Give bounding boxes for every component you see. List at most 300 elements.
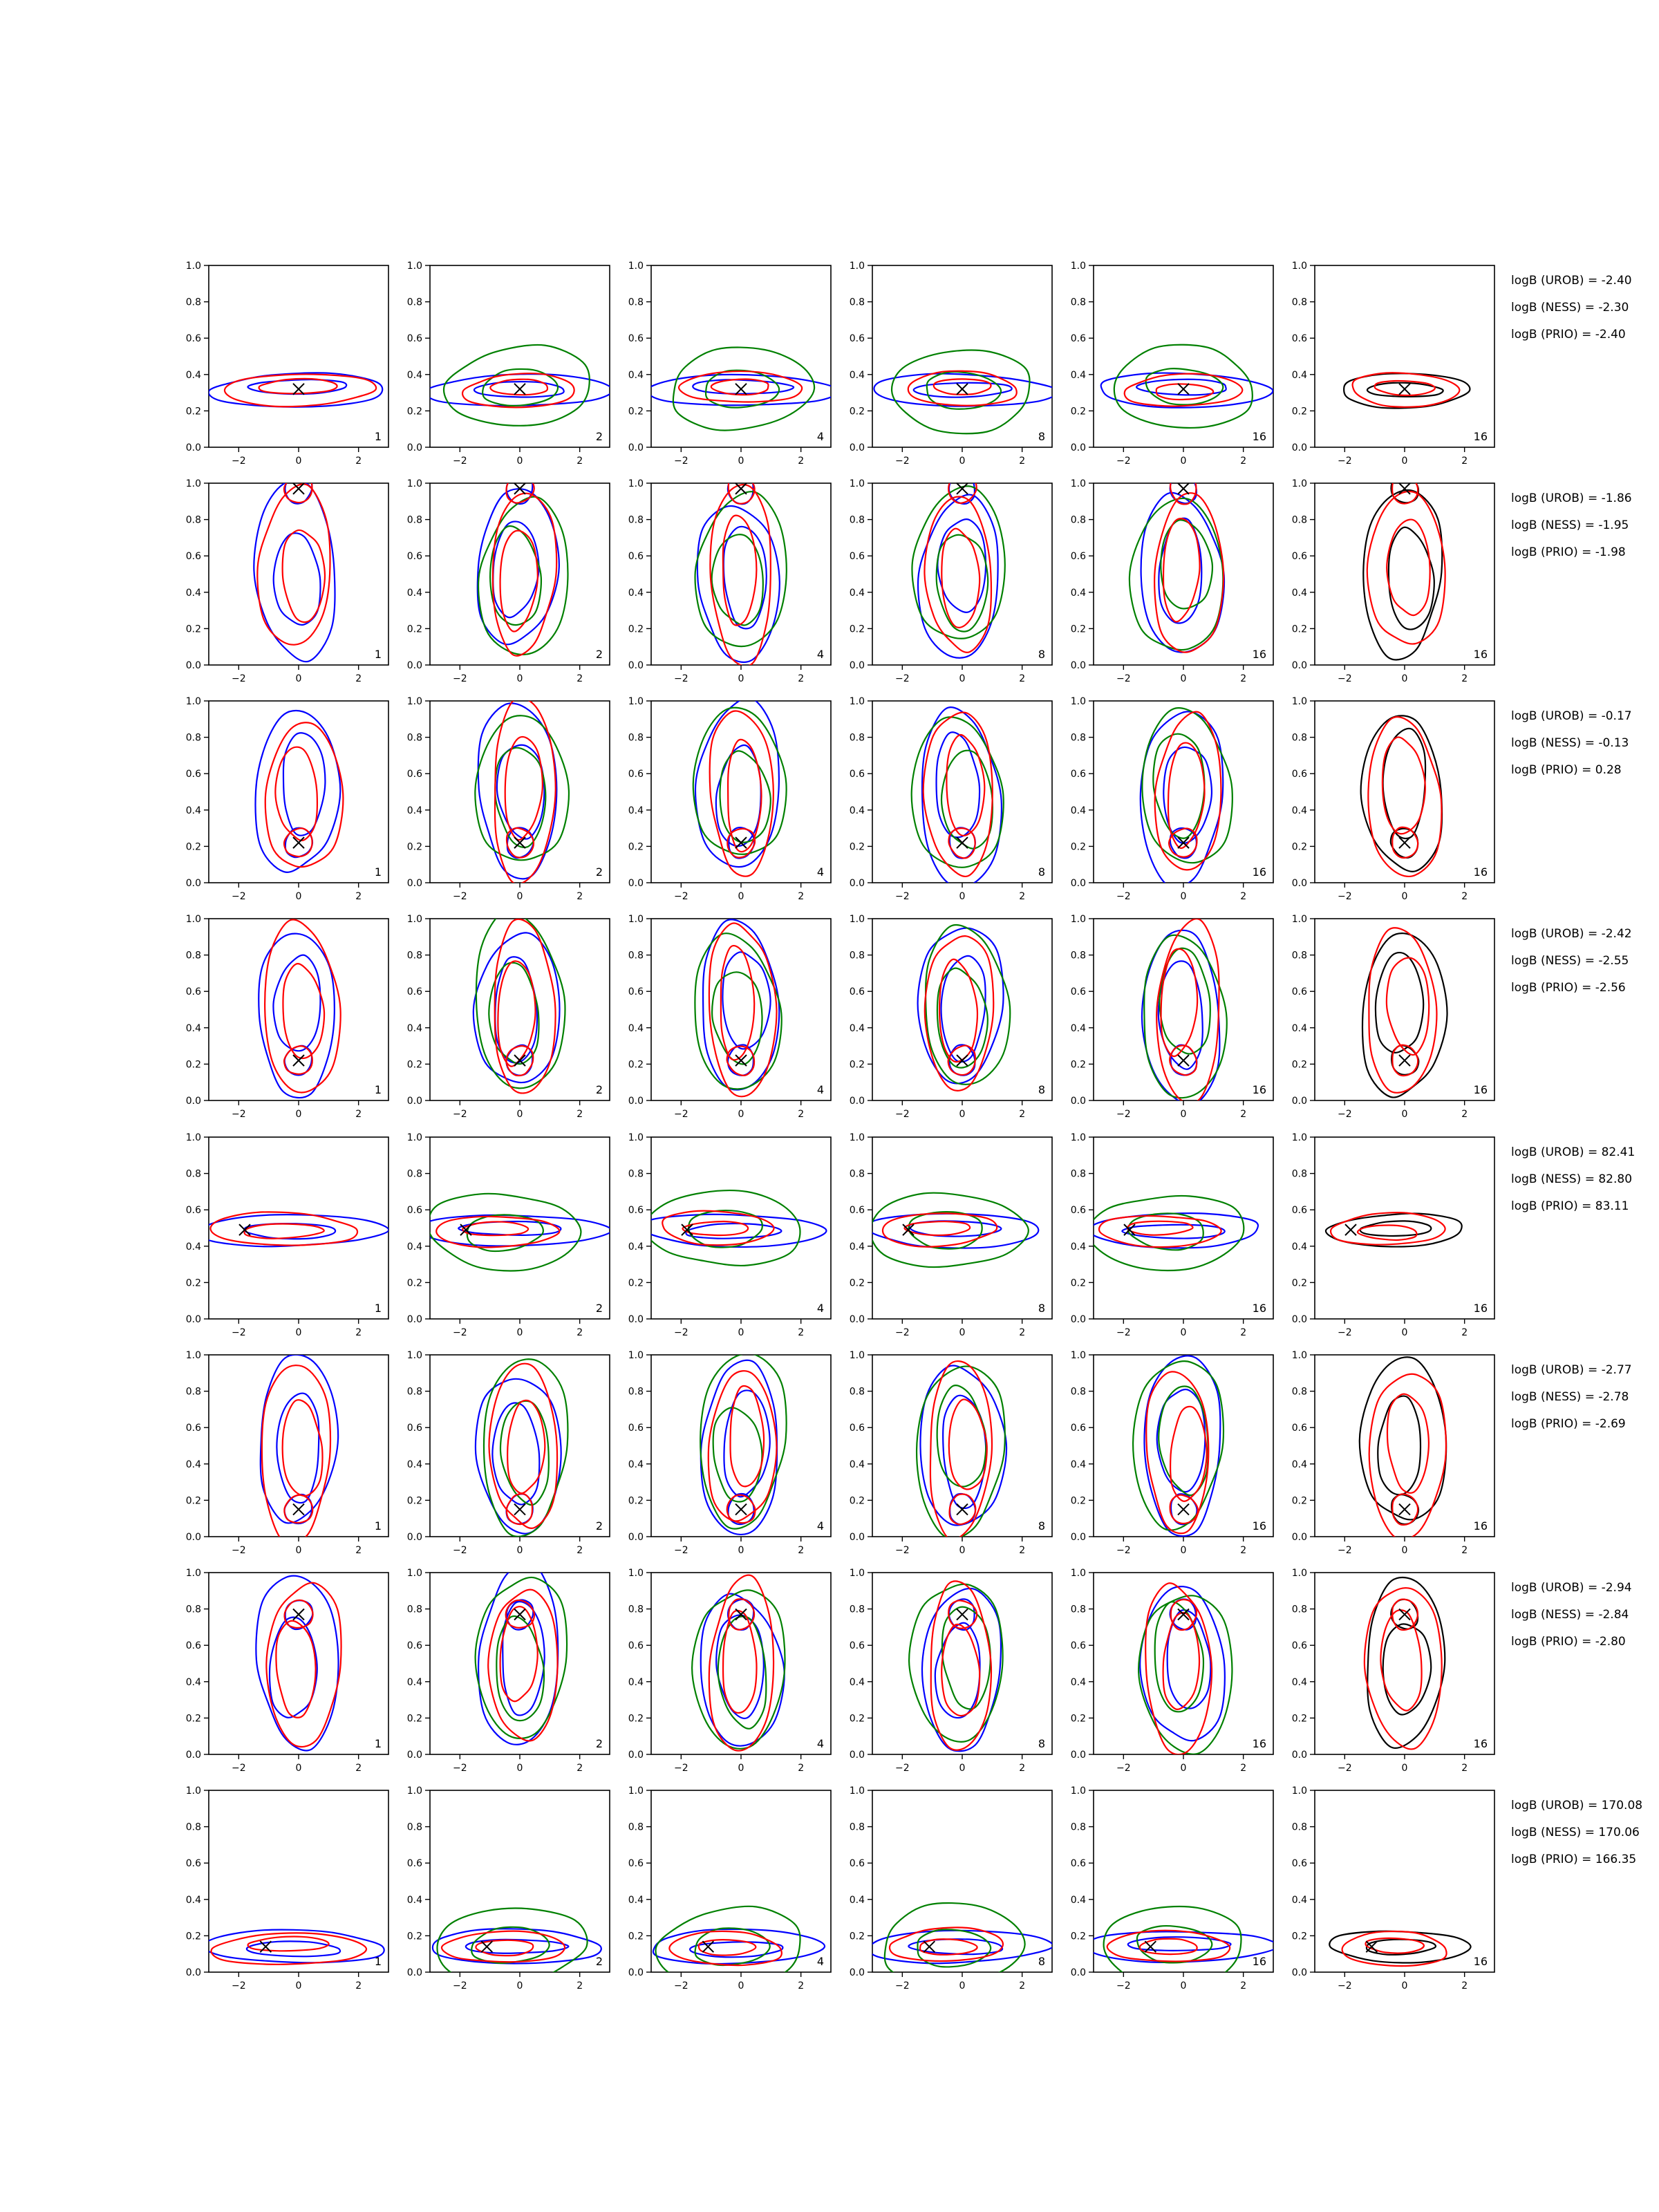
x-tick-label: 2 [798, 1980, 805, 1991]
x-tick-label: 2 [1019, 1109, 1026, 1120]
panel-r4-c1 [186, 914, 388, 1120]
y-tick-label: 0.2 [1070, 1713, 1086, 1725]
panel-label: 8 [1038, 648, 1045, 661]
x-tick-label: 2 [1019, 1763, 1026, 1774]
y-tick-label: 0.0 [185, 1750, 201, 1761]
y-tick-label: 0.0 [406, 1750, 422, 1761]
y-tick-label: 1.0 [628, 1785, 644, 1797]
x-tick-label: −2 [1116, 456, 1131, 467]
y-tick-label: 0.4 [1070, 1676, 1086, 1688]
panel-label: 2 [595, 865, 603, 879]
y-tick-label: 0.0 [849, 1532, 865, 1543]
logb-prio-row-6: logB (PRIO) = -2.69 [1511, 1417, 1626, 1431]
x-tick-label: −2 [232, 1763, 246, 1774]
y-tick-label: 1.0 [406, 1785, 422, 1797]
panel-label: 16 [1473, 1519, 1488, 1533]
x-tick-label: 2 [1240, 1327, 1247, 1338]
y-tick-label: 0.2 [849, 841, 865, 853]
panel-r8-c4 [850, 1785, 1053, 1991]
y-tick-label: 0.8 [849, 514, 865, 526]
panel-frame [209, 919, 388, 1100]
y-tick-label: 0.0 [849, 660, 865, 671]
y-tick-label: 0.0 [628, 1532, 644, 1543]
y-tick-label: 0.2 [849, 624, 865, 635]
panel-label: 4 [816, 430, 824, 443]
x-tick-label: 0 [1401, 1545, 1408, 1556]
y-tick-label: 1.0 [849, 696, 865, 707]
y-tick-label: 0.6 [628, 1640, 644, 1652]
x-tick-label: 2 [798, 1109, 805, 1120]
x-tick-label: −2 [674, 891, 688, 902]
y-tick-label: 1.0 [849, 1350, 865, 1361]
y-tick-label: 1.0 [185, 261, 201, 272]
panel-frame [651, 1790, 831, 1972]
x-tick-label: 2 [355, 673, 362, 684]
x-tick-label: 0 [295, 891, 302, 902]
y-tick-label: 0.2 [406, 406, 422, 418]
panel-label: 4 [816, 648, 824, 661]
y-tick-label: 1.0 [849, 914, 865, 925]
panel-label: 8 [1038, 1519, 1045, 1533]
x-tick-label: 0 [1180, 456, 1187, 467]
y-tick-label: 1.0 [628, 1132, 644, 1143]
y-tick-label: 0.8 [185, 950, 201, 962]
x-tick-label: −2 [232, 673, 246, 684]
y-tick-label: 0.4 [628, 369, 644, 381]
y-tick-label: 1.0 [1070, 1350, 1086, 1361]
y-tick-label: 1.0 [849, 1785, 865, 1797]
y-tick-label: 0.2 [406, 1713, 422, 1725]
y-tick-label: 0.8 [1070, 297, 1086, 308]
y-tick-label: 0.8 [1070, 950, 1086, 962]
y-tick-label: 1.0 [1291, 478, 1307, 489]
panel-label: 1 [374, 1519, 382, 1533]
logb-ness-row-4: logB (NESS) = -2.55 [1511, 954, 1629, 968]
y-tick-label: 0.6 [849, 1205, 865, 1217]
x-tick-label: 0 [738, 1545, 744, 1556]
y-tick-label: 0.0 [406, 1532, 422, 1543]
y-tick-label: 1.0 [849, 478, 865, 489]
y-tick-label: 0.4 [185, 1894, 201, 1906]
panel-r1-c6 [1292, 261, 1494, 467]
y-tick-label: 1.0 [185, 914, 201, 925]
x-tick-label: −2 [232, 1545, 246, 1556]
y-tick-label: 0.2 [1070, 1277, 1086, 1289]
x-tick-label: 0 [516, 1327, 523, 1338]
y-tick-label: 0.6 [1291, 986, 1307, 998]
y-tick-label: 0.6 [628, 551, 644, 563]
y-tick-label: 1.0 [849, 261, 865, 272]
panel-label: 16 [1473, 1302, 1488, 1315]
x-tick-label: 2 [1019, 1327, 1026, 1338]
panel-frame [209, 701, 388, 883]
y-tick-label: 0.4 [628, 1894, 644, 1906]
y-tick-label: 0.4 [406, 1676, 422, 1688]
y-tick-label: 0.6 [1291, 1858, 1307, 1870]
panel-r3-c4 [850, 696, 1052, 902]
y-tick-label: 0.6 [628, 333, 644, 345]
panel-r3-c6 [1292, 696, 1494, 902]
y-tick-label: 0.4 [185, 587, 201, 599]
y-tick-label: 0.8 [406, 297, 422, 308]
x-tick-label: 0 [1401, 1763, 1408, 1774]
panel-label: 16 [1473, 1955, 1488, 1968]
x-tick-label: 0 [738, 1327, 744, 1338]
panel-r1-c1 [186, 261, 388, 467]
y-tick-label: 0.8 [628, 514, 644, 526]
x-tick-label: 0 [516, 673, 523, 684]
logb-ness-row-1: logB (NESS) = -2.30 [1511, 301, 1629, 315]
y-tick-label: 0.2 [406, 841, 422, 853]
y-tick-label: 1.0 [1070, 1568, 1086, 1579]
y-tick-label: 0.8 [849, 1168, 865, 1180]
panel-frame [1094, 701, 1273, 883]
x-tick-label: −2 [1116, 1545, 1131, 1556]
panel-r3-c5 [1071, 696, 1273, 902]
panel-label: 8 [1038, 430, 1045, 443]
panel-r6-c5 [1071, 1350, 1273, 1556]
panel-label: 16 [1252, 1955, 1266, 1968]
x-tick-label: −2 [895, 1327, 910, 1338]
panel-frame [1315, 265, 1494, 447]
x-tick-label: −2 [895, 1109, 910, 1120]
x-tick-label: −2 [232, 456, 246, 467]
y-tick-label: 0.6 [185, 1205, 201, 1217]
y-tick-label: 0.0 [1070, 442, 1086, 453]
y-tick-label: 0.4 [1070, 805, 1086, 816]
x-tick-label: 0 [516, 1109, 523, 1120]
x-tick-label: 2 [577, 1545, 583, 1556]
y-tick-label: 0.0 [1070, 1096, 1086, 1107]
panel-frame [651, 701, 831, 883]
logb-ness-row-8: logB (NESS) = 170.06 [1511, 1826, 1640, 1839]
y-tick-label: 0.0 [628, 1967, 644, 1978]
y-tick-label: 0.6 [628, 769, 644, 780]
y-tick-label: 0.0 [185, 442, 201, 453]
x-tick-label: −2 [453, 1545, 467, 1556]
x-tick-label: −2 [1338, 1763, 1352, 1774]
y-tick-label: 0.6 [628, 1205, 644, 1217]
y-tick-label: 1.0 [628, 914, 644, 925]
y-tick-label: 1.0 [849, 1568, 865, 1579]
y-tick-label: 0.6 [1291, 1423, 1307, 1434]
y-tick-label: 0.8 [1291, 732, 1307, 744]
panel-label: 2 [595, 648, 603, 661]
y-tick-label: 1.0 [1070, 478, 1086, 489]
panel-r1-c4 [850, 261, 1058, 467]
y-tick-label: 1.0 [185, 1568, 201, 1579]
x-tick-label: 0 [1401, 1109, 1408, 1120]
x-tick-label: −2 [453, 1763, 467, 1774]
x-tick-label: 0 [1401, 456, 1408, 467]
y-tick-label: 0.4 [1291, 369, 1307, 381]
panel-label: 8 [1038, 865, 1045, 879]
y-tick-label: 0.2 [628, 406, 644, 418]
x-tick-label: 0 [959, 673, 966, 684]
x-tick-label: 2 [577, 1327, 583, 1338]
y-tick-label: 0.0 [185, 878, 201, 889]
panel-frame [430, 265, 610, 447]
y-tick-label: 1.0 [185, 1350, 201, 1361]
panel-frame [1094, 265, 1273, 447]
panel-r7-c1 [186, 1568, 388, 1774]
x-tick-label: 0 [516, 891, 523, 902]
y-tick-label: 0.2 [1070, 841, 1086, 853]
panel-label: 16 [1252, 1083, 1266, 1096]
logb-prio-row-8: logB (PRIO) = 166.35 [1511, 1853, 1637, 1866]
x-tick-label: 2 [1240, 456, 1247, 467]
x-tick-label: −2 [1338, 1980, 1352, 1991]
y-tick-label: 0.6 [849, 1858, 865, 1870]
x-tick-label: 2 [577, 891, 583, 902]
y-tick-label: 0.0 [849, 442, 865, 453]
panel-label: 16 [1252, 648, 1266, 661]
panel-frame [872, 483, 1052, 665]
y-tick-label: 0.6 [849, 986, 865, 998]
y-tick-label: 0.2 [1070, 624, 1086, 635]
y-tick-label: 0.6 [849, 333, 865, 345]
y-tick-label: 0.0 [628, 442, 644, 453]
y-tick-label: 0.8 [1291, 1604, 1307, 1615]
x-tick-label: 0 [738, 1109, 744, 1120]
y-tick-label: 0.6 [1070, 333, 1086, 345]
y-tick-label: 0.8 [849, 1386, 865, 1398]
x-tick-label: 2 [1461, 1109, 1468, 1120]
panel-r7-c3 [628, 1568, 831, 1774]
y-tick-label: 1.0 [1291, 1785, 1307, 1797]
y-tick-label: 0.0 [185, 1967, 201, 1978]
y-tick-label: 0.4 [628, 805, 644, 816]
y-tick-label: 0.0 [1070, 1750, 1086, 1761]
y-tick-label: 0.4 [1291, 1894, 1307, 1906]
x-tick-label: 2 [798, 1763, 805, 1774]
y-tick-label: 0.0 [1291, 1096, 1307, 1107]
y-tick-label: 0.2 [1291, 841, 1307, 853]
y-tick-label: 0.0 [849, 1314, 865, 1325]
y-tick-label: 0.4 [406, 587, 422, 599]
x-tick-label: 0 [959, 1109, 966, 1120]
y-tick-label: 0.6 [849, 769, 865, 780]
y-tick-label: 0.6 [185, 769, 201, 780]
y-tick-label: 0.0 [185, 1314, 201, 1325]
panel-frame [1315, 701, 1494, 883]
y-tick-label: 0.6 [185, 1858, 201, 1870]
y-tick-label: 0.4 [185, 369, 201, 381]
y-tick-label: 0.0 [1291, 660, 1307, 671]
y-tick-label: 0.0 [628, 1750, 644, 1761]
y-tick-label: 1.0 [406, 261, 422, 272]
panel-r8-c5 [1071, 1785, 1278, 1991]
y-tick-label: 0.4 [1291, 587, 1307, 599]
x-tick-label: 0 [738, 1763, 744, 1774]
panel-label: 4 [816, 1083, 824, 1096]
y-tick-label: 0.8 [1291, 950, 1307, 962]
panel-label: 4 [816, 1302, 824, 1315]
x-tick-label: −2 [1116, 1109, 1131, 1120]
logb-ness-row-5: logB (NESS) = 82.80 [1511, 1172, 1633, 1186]
x-tick-label: 2 [577, 456, 583, 467]
x-tick-label: 2 [1240, 1109, 1247, 1120]
panel-label: 4 [816, 1955, 824, 1968]
x-tick-label: 2 [355, 1763, 362, 1774]
y-tick-label: 0.6 [1070, 1858, 1086, 1870]
y-tick-label: 0.8 [1070, 1604, 1086, 1615]
y-tick-label: 0.4 [1070, 1459, 1086, 1470]
x-tick-label: 2 [1461, 456, 1468, 467]
x-tick-label: 0 [516, 1980, 523, 1991]
y-tick-label: 0.6 [849, 1640, 865, 1652]
y-tick-label: 0.0 [1291, 442, 1307, 453]
y-tick-label: 0.2 [1291, 1931, 1307, 1942]
x-tick-label: 2 [1461, 891, 1468, 902]
y-tick-label: 0.8 [628, 950, 644, 962]
y-tick-label: 0.6 [849, 1423, 865, 1434]
y-tick-label: 0.6 [406, 333, 422, 345]
y-tick-label: 0.0 [628, 1314, 644, 1325]
x-tick-label: −2 [674, 456, 688, 467]
y-tick-label: 0.8 [1070, 514, 1086, 526]
panel-r6-c1 [186, 1350, 388, 1556]
panel-r4-c4 [850, 914, 1052, 1120]
panel-r5-c5 [1071, 1132, 1273, 1338]
y-tick-label: 0.8 [185, 1168, 201, 1180]
y-tick-label: 0.6 [406, 769, 422, 780]
x-tick-label: 0 [516, 456, 523, 467]
y-tick-label: 0.4 [849, 805, 865, 816]
y-tick-label: 0.2 [849, 406, 865, 418]
y-tick-label: 0.8 [1070, 732, 1086, 744]
y-tick-label: 0.4 [849, 1022, 865, 1034]
panel-frame [1315, 483, 1494, 665]
panel-r5-c2 [407, 1132, 612, 1338]
panel-label: 16 [1252, 430, 1266, 443]
y-tick-label: 0.2 [1291, 1495, 1307, 1507]
x-tick-label: 2 [1461, 1545, 1468, 1556]
y-tick-label: 0.0 [406, 1096, 422, 1107]
x-tick-label: 0 [295, 1109, 302, 1120]
y-tick-label: 0.8 [849, 950, 865, 962]
y-tick-label: 0.8 [628, 732, 644, 744]
y-tick-label: 1.0 [1070, 1785, 1086, 1797]
x-tick-label: 2 [577, 1763, 583, 1774]
y-tick-label: 0.8 [628, 1604, 644, 1615]
x-tick-label: 0 [516, 1545, 523, 1556]
x-tick-label: −2 [453, 1980, 467, 1991]
y-tick-label: 0.2 [628, 1277, 644, 1289]
panel-frame [1094, 1790, 1273, 1972]
x-tick-label: −2 [895, 673, 910, 684]
panel-label: 2 [595, 430, 603, 443]
y-tick-label: 0.8 [185, 1604, 201, 1615]
y-tick-label: 0.6 [406, 1858, 422, 1870]
y-tick-label: 1.0 [406, 1568, 422, 1579]
x-tick-label: −2 [674, 1545, 688, 1556]
x-tick-label: 2 [1461, 1763, 1468, 1774]
x-tick-label: 0 [959, 1545, 966, 1556]
panel-label: 1 [374, 1083, 382, 1096]
y-tick-label: 0.4 [849, 1241, 865, 1253]
y-tick-label: 0.2 [628, 1495, 644, 1507]
y-tick-label: 0.4 [406, 1459, 422, 1470]
x-tick-label: 2 [1240, 891, 1247, 902]
x-tick-label: 2 [798, 891, 805, 902]
logb-urob-row-5: logB (UROB) = 82.41 [1511, 1145, 1635, 1159]
x-tick-label: 2 [1240, 1980, 1247, 1991]
y-tick-label: 0.4 [185, 1459, 201, 1470]
x-tick-label: 2 [1240, 1763, 1247, 1774]
x-tick-label: 0 [959, 891, 966, 902]
panel-r7-c4 [850, 1568, 1052, 1774]
y-tick-label: 0.2 [185, 1059, 201, 1071]
y-tick-label: 0.2 [185, 406, 201, 418]
x-tick-label: −2 [674, 1763, 688, 1774]
y-tick-label: 0.8 [406, 732, 422, 744]
logb-urob-row-1: logB (UROB) = -2.40 [1511, 274, 1632, 288]
x-tick-label: 0 [738, 456, 744, 467]
y-tick-label: 0.8 [1070, 1168, 1086, 1180]
panel-r2-c4 [850, 474, 1052, 684]
logb-urob-row-4: logB (UROB) = -2.42 [1511, 927, 1632, 941]
y-tick-label: 0.0 [628, 878, 644, 889]
y-tick-label: 0.0 [1070, 1314, 1086, 1325]
y-tick-label: 0.8 [1291, 1168, 1307, 1180]
x-tick-label: 2 [355, 1109, 362, 1120]
y-tick-label: 1.0 [185, 696, 201, 707]
x-tick-label: −2 [453, 456, 467, 467]
panel-frame [651, 483, 831, 665]
x-tick-label: −2 [1338, 1545, 1352, 1556]
y-tick-label: 1.0 [1070, 1132, 1086, 1143]
y-tick-label: 0.4 [849, 369, 865, 381]
panel-r2-c6 [1292, 473, 1494, 684]
panel-frame [1094, 1137, 1273, 1319]
x-tick-label: 0 [959, 1327, 966, 1338]
y-tick-label: 1.0 [628, 1568, 644, 1579]
y-tick-label: 0.4 [1291, 1022, 1307, 1034]
x-tick-label: 0 [295, 1763, 302, 1774]
x-tick-label: 2 [355, 456, 362, 467]
panel-r6-c3 [628, 1350, 831, 1556]
panel-r3-c1 [186, 696, 388, 902]
panel-r3-c2 [407, 696, 610, 902]
y-tick-label: 0.8 [1291, 1386, 1307, 1398]
x-tick-label: −2 [453, 1109, 467, 1120]
y-tick-label: 1.0 [1070, 261, 1086, 272]
y-tick-label: 0.6 [1070, 551, 1086, 563]
y-tick-label: 0.6 [185, 1423, 201, 1434]
x-tick-label: 0 [295, 1980, 302, 1991]
y-tick-label: 0.8 [849, 732, 865, 744]
x-tick-label: 2 [355, 1327, 362, 1338]
y-tick-label: 0.4 [406, 369, 422, 381]
y-tick-label: 0.4 [628, 1459, 644, 1470]
panel-label: 8 [1038, 1955, 1045, 1968]
panel-r4-c5 [1071, 914, 1273, 1120]
x-tick-label: −2 [453, 891, 467, 902]
y-tick-label: 1.0 [1291, 1350, 1307, 1361]
y-tick-label: 0.2 [1291, 406, 1307, 418]
x-tick-label: −2 [1116, 1763, 1131, 1774]
y-tick-label: 0.8 [628, 1821, 644, 1833]
panel-label: 8 [1038, 1083, 1045, 1096]
y-tick-label: 0.2 [185, 1931, 201, 1942]
y-tick-label: 0.6 [628, 1858, 644, 1870]
x-tick-label: 2 [1019, 1545, 1026, 1556]
x-tick-label: −2 [1116, 673, 1131, 684]
x-tick-label: 0 [1401, 1327, 1408, 1338]
y-tick-label: 0.0 [1070, 1967, 1086, 1978]
y-tick-label: 0.2 [1070, 1059, 1086, 1071]
